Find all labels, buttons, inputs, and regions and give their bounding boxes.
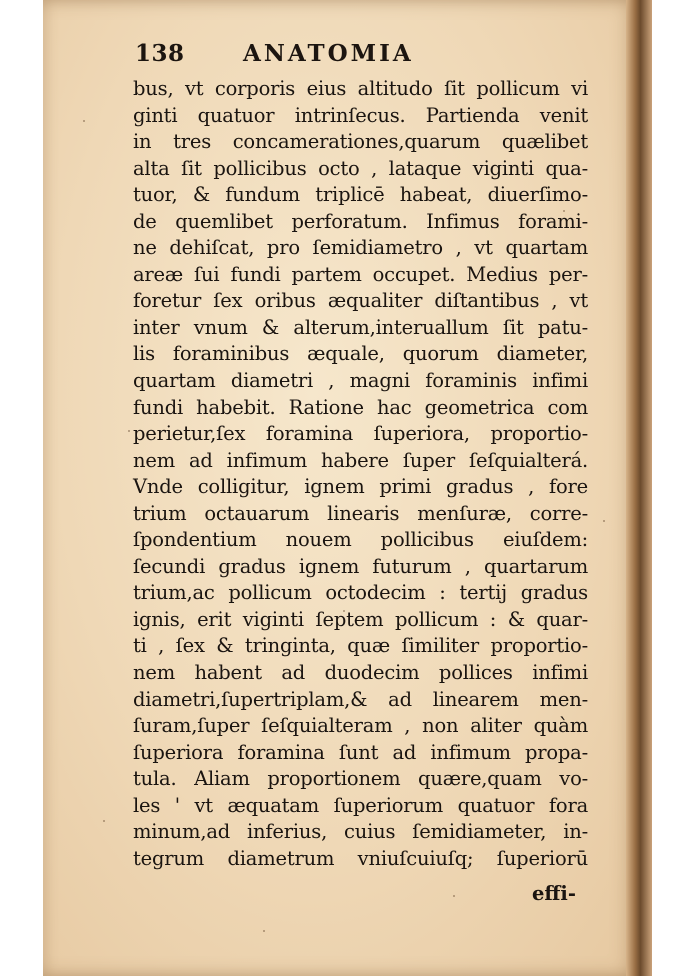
text-line: trium octauarum linearis menſuræ, corre- — [133, 501, 588, 525]
text-line: bus, vt corporis eius altitudo ſit pollicum vi — [133, 77, 588, 100]
text-line: tegrum diametrum vniuſcuiuſq; ſuperiorū — [133, 846, 588, 870]
catchword: effi- — [532, 882, 576, 905]
text-line: fundi habebit. Ratione hac geometrica com — [133, 395, 588, 419]
text-line: tuor, & fundum triplicē habeat, diuerſimo- — [133, 183, 588, 207]
text-line: ginti quatuor intrinſecus. Partienda venit — [133, 103, 588, 127]
text-line: diametri,ſupertriplam,& ad linearem men- — [133, 687, 588, 711]
text-line: nem ad infimum habere ſuper ſeſquialterá. — [133, 448, 588, 472]
text-line: ſpondentium nouem pollicibus eiuſdem: — [133, 528, 588, 552]
text-line: ſuram,ſuper ſeſquialteram , non aliter quàm — [133, 714, 588, 738]
text-line: alta ſit pollicibus octo , lataque viginti qua- — [133, 156, 588, 180]
text-line: ignis, erit viginti ſeptem pollicum : & quar- — [133, 607, 588, 631]
text-line: inter vnum & alterum,interuallum ſit patu- — [133, 315, 588, 339]
running-head: ANATOMIA — [243, 40, 414, 67]
text-line: quartam diametri , magni foraminis infimi — [133, 369, 588, 393]
text-line: perietur,ſex foramina ſuperiora, proportio- — [133, 422, 588, 446]
page-number: 138 — [135, 40, 185, 67]
text-line: lis foraminibus æquale, quorum diameter, — [133, 342, 588, 366]
page-header — [135, 40, 595, 74]
text-line: minum,ad inferius, cuius ſemidiameter, in- — [133, 820, 588, 844]
text-line: areæ ſui fundi partem occupet. Medius per- — [133, 262, 588, 286]
text-line: in tres concamerationes,quarum quælibet — [133, 130, 588, 154]
text-line: trium,ac pollicum octodecim : tertij gradus — [133, 581, 588, 605]
text-line: ſecundi gradus ignem futurum , quartarum — [133, 554, 588, 578]
text-line: Vnde colligitur, ignem primi gradus , fore — [133, 475, 588, 499]
book-gutter-shadow — [626, 0, 652, 976]
body-text — [133, 76, 588, 872]
text-line: les ' vt æquatam ſuperiorum quatuor fora — [133, 793, 588, 817]
text-line: de quemlibet perforatum. Infimus forami- — [133, 209, 588, 233]
text-line: ſuperiora foramina ſunt ad infimum propa- — [133, 740, 588, 764]
text-line: tula. Aliam proportionem quære,quam vo- — [133, 767, 588, 791]
text-line: ne dehiſcat, pro ſemidiametro , vt quartam — [133, 236, 588, 260]
text-line: foretur ſex oribus æqualiter diſtantibus , vt — [133, 289, 588, 313]
text-line: ti , ſex & tringinta, quæ ſimiliter proportio- — [133, 634, 588, 658]
text-line: nem habent ad duodecim pollices infimi — [133, 661, 588, 685]
